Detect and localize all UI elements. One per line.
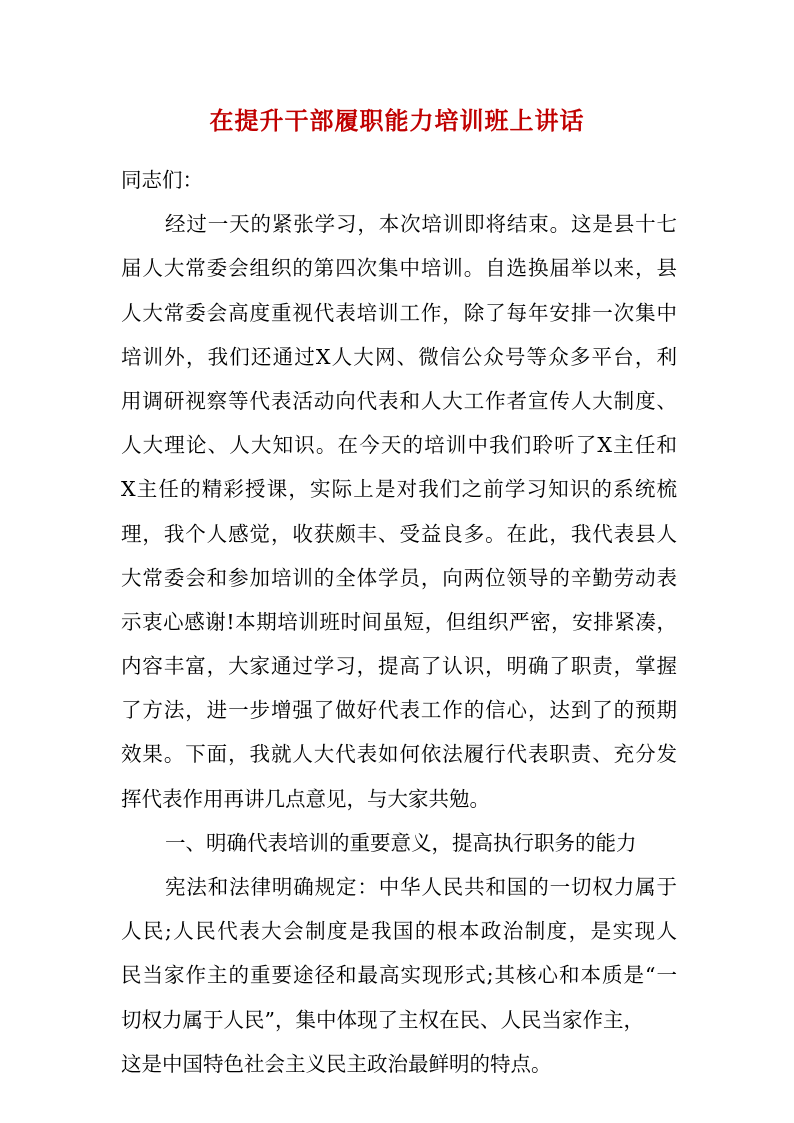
paragraph-line: 切权力属于人民”，集中体现了主权在民、人民当家作主，: [121, 1007, 644, 1032]
paragraph-line: 效果。下面，我就人大代表如何依法履行代表职责、充分发: [121, 742, 677, 767]
paragraph-line: 大常委会和参加培训的全体学员，向两位领导的辛勤劳动表: [121, 565, 677, 590]
paragraph-line: 了方法，进一步增强了做好代表工作的信心，达到了的预期: [121, 698, 677, 723]
paragraph-line: 经过一天的紧张学习，本次培训即将结束。这是县十七: [165, 212, 677, 237]
paragraph-line: 人民;人民代表大会制度是我国的根本政治制度，是实现人: [121, 919, 677, 944]
paragraph-line: 宪法和法律明确规定：中华人民共和国的一切权力属于: [165, 875, 677, 899]
section-heading: 一、明确代表培训的重要意义，提高执行职务的能力: [165, 830, 637, 855]
paragraph-line: 理，我个人感觉，收获颇丰、受益良多。在此，我代表县人: [121, 521, 677, 546]
document-title: 在提升干部履职能力培训班上讲话: [209, 106, 585, 135]
paragraph-line: 人大理论、人大知识。在今天的培训中我们聆听了X主任和: [121, 433, 677, 458]
paragraph-line: 用调研视察等代表活动向代表和人大工作者宣传人大制度、: [121, 388, 677, 413]
paragraph-line: 培训外，我们还通过X人大网、微信公众号等众多平台，利: [121, 344, 677, 369]
salutation-line: 同志们：: [121, 168, 203, 192]
paragraph-line: 民当家作主的重要途径和最高实现形式;其核心和本质是“一: [121, 963, 677, 988]
paragraph-line: 内容丰富，大家通过学习，提高了认识，明确了职责，掌握: [121, 654, 677, 679]
paragraph-line: 这是中国特色社会主义民主政治最鲜明的特点。: [121, 1051, 552, 1076]
paragraph-line: 人大常委会高度重视代表培训工作，除了每年安排一次集中: [121, 300, 677, 325]
paragraph-line: X主任的精彩授课，实际上是对我们之前学习知识的系统梳: [121, 477, 677, 502]
document-body: [121, 158, 677, 1086]
paragraph-line: 届人大常委会组织的第四次集中培训。自选换届举以来，县: [121, 256, 677, 281]
paragraph-line: 挥代表作用再讲几点意见，与大家共勉。: [121, 786, 490, 811]
paragraph-line: 示衷心感谢!本期培训班时间虽短，但组织严密，安排紧凑，: [121, 609, 677, 634]
